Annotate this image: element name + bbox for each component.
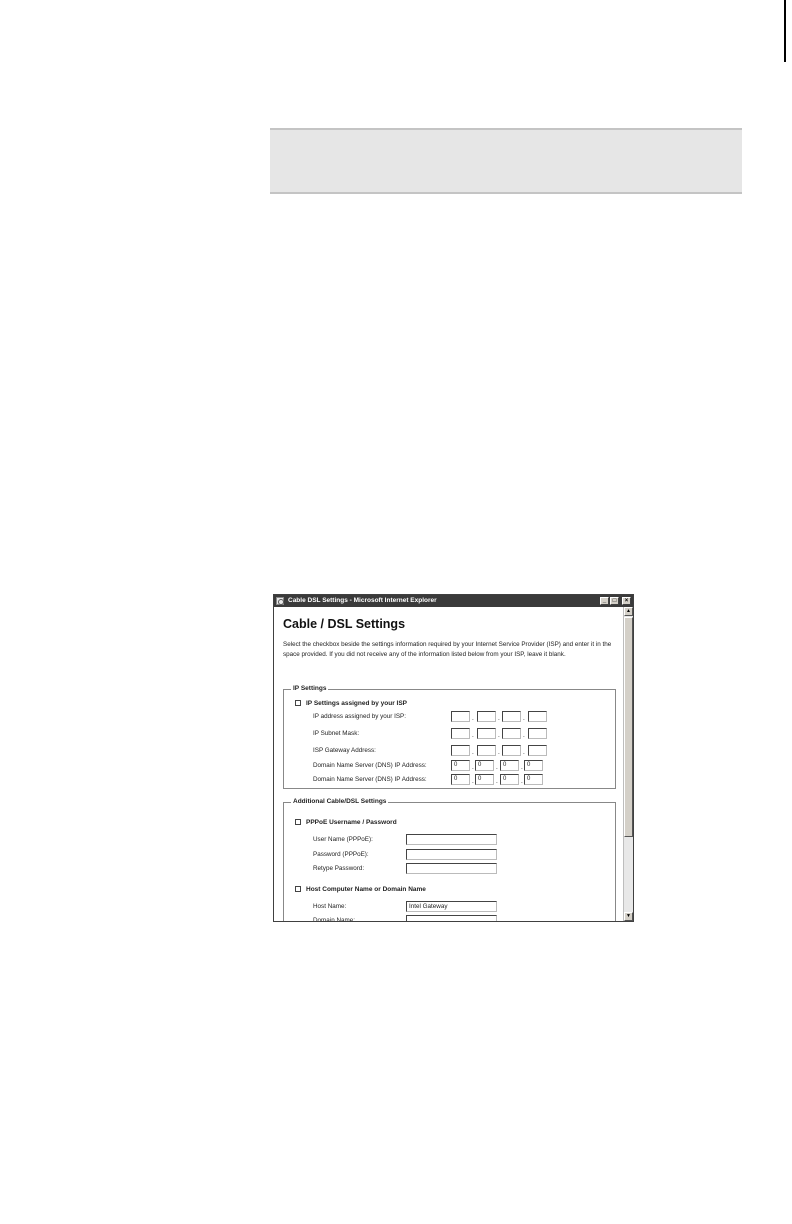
scroll-thumb[interactable] (624, 617, 633, 837)
subnet-mask-octet-4[interactable] (528, 728, 547, 739)
host-checkbox[interactable] (295, 886, 301, 892)
dns2-octet-1[interactable]: 0 (451, 774, 470, 785)
vertical-scrollbar[interactable] (623, 607, 633, 921)
ip-address-label: IP address assigned by your ISP: (313, 713, 406, 720)
dot-separator: . (496, 764, 498, 771)
dot-separator: . (498, 732, 500, 739)
dns2-octet-3[interactable]: 0 (500, 774, 519, 785)
browser-window (273, 594, 634, 922)
dot-separator: . (472, 732, 474, 739)
pppoe-checkbox[interactable] (295, 819, 301, 825)
ip-address-octet-4[interactable] (528, 711, 547, 722)
dot-separator: . (523, 732, 525, 739)
dot-separator: . (472, 778, 474, 785)
dot-separator: . (496, 778, 498, 785)
dns2-octet-4[interactable]: 0 (524, 774, 543, 785)
page-title: Cable / DSL Settings (283, 617, 406, 631)
domain-name-label: Domain Name: (313, 917, 355, 922)
dns1-octet-4[interactable]: 0 (524, 760, 543, 771)
dot-separator: . (523, 749, 525, 756)
pppoe-checkbox-label: PPPoE Username / Password (306, 818, 397, 826)
host-name-label: Host Name: (313, 903, 347, 910)
title-bar[interactable] (274, 595, 633, 607)
pppoe-user-label: User Name (PPPoE): (313, 836, 373, 843)
dns1-label: Domain Name Server (DNS) IP Address: (313, 762, 427, 769)
page-cut-line (784, 0, 786, 62)
dot-separator: . (521, 778, 523, 785)
dot-separator: . (472, 764, 474, 771)
ip-settings-checkbox[interactable] (295, 700, 301, 706)
dot-separator: . (523, 715, 525, 722)
gateway-label: ISP Gateway Address: (313, 747, 376, 754)
dns1-octet-2[interactable]: 0 (475, 760, 494, 771)
additional-settings-legend: Additional Cable/DSL Settings (293, 798, 387, 805)
domain-name-field[interactable] (406, 915, 497, 922)
ie-page-icon (276, 597, 284, 605)
pppoe-password-label: Password (PPPoE): (313, 851, 369, 858)
maximize-button[interactable]: □ (610, 597, 619, 605)
ip-settings-legend: IP Settings (293, 685, 327, 692)
window-title: Cable DSL Settings - Microsoft Internet Explorer (288, 597, 437, 604)
retype-password-field[interactable] (406, 863, 497, 874)
subnet-mask-octet-3[interactable] (502, 728, 521, 739)
retype-password-label: Retype Password: (313, 865, 365, 872)
page-content (283, 607, 621, 921)
dot-separator: . (521, 764, 523, 771)
close-button[interactable]: × (622, 597, 631, 605)
host-checkbox-label: Host Computer Name or Domain Name (306, 885, 426, 893)
header-band (270, 128, 742, 194)
pppoe-password-field[interactable] (406, 849, 497, 860)
additional-settings-group (283, 798, 616, 922)
scroll-down-arrow-icon[interactable]: ▼ (624, 912, 633, 921)
ip-address-octet-2[interactable] (477, 711, 496, 722)
dot-separator: . (472, 749, 474, 756)
host-name-field[interactable]: Intel Gateway (406, 901, 497, 912)
gateway-octet-1[interactable] (451, 745, 470, 756)
ip-settings-group (283, 685, 616, 789)
subnet-mask-octet-2[interactable] (477, 728, 496, 739)
minimize-button[interactable]: _ (600, 597, 609, 605)
dns1-octet-3[interactable]: 0 (500, 760, 519, 771)
subnet-mask-label: IP Subnet Mask: (313, 730, 360, 737)
gateway-octet-4[interactable] (528, 745, 547, 756)
dot-separator: . (472, 715, 474, 722)
ip-settings-checkbox-row[interactable] (295, 697, 407, 709)
pppoe-checkbox-row[interactable] (295, 816, 397, 828)
dns2-octet-2[interactable]: 0 (475, 774, 494, 785)
gateway-octet-2[interactable] (477, 745, 496, 756)
ip-address-octet-1[interactable] (451, 711, 470, 722)
host-checkbox-row[interactable] (295, 883, 426, 895)
subnet-mask-octet-1[interactable] (451, 728, 470, 739)
gateway-octet-3[interactable] (502, 745, 521, 756)
scroll-up-arrow-icon[interactable]: ▲ (624, 607, 633, 616)
dns1-octet-1[interactable]: 0 (451, 760, 470, 771)
dot-separator: . (498, 715, 500, 722)
dns2-label: Domain Name Server (DNS) IP Address: (313, 776, 427, 783)
ip-address-octet-3[interactable] (502, 711, 521, 722)
pppoe-user-field[interactable] (406, 834, 497, 845)
dot-separator: . (498, 749, 500, 756)
intro-text: Select the checkbox beside the settings information required by your Internet Service Provider (ISP) and enter it in the space provided. If you did not receive any of the information listed below from your ISP, leave it blank. (283, 641, 612, 658)
ip-settings-checkbox-label: IP Settings assigned by your ISP (306, 699, 408, 707)
